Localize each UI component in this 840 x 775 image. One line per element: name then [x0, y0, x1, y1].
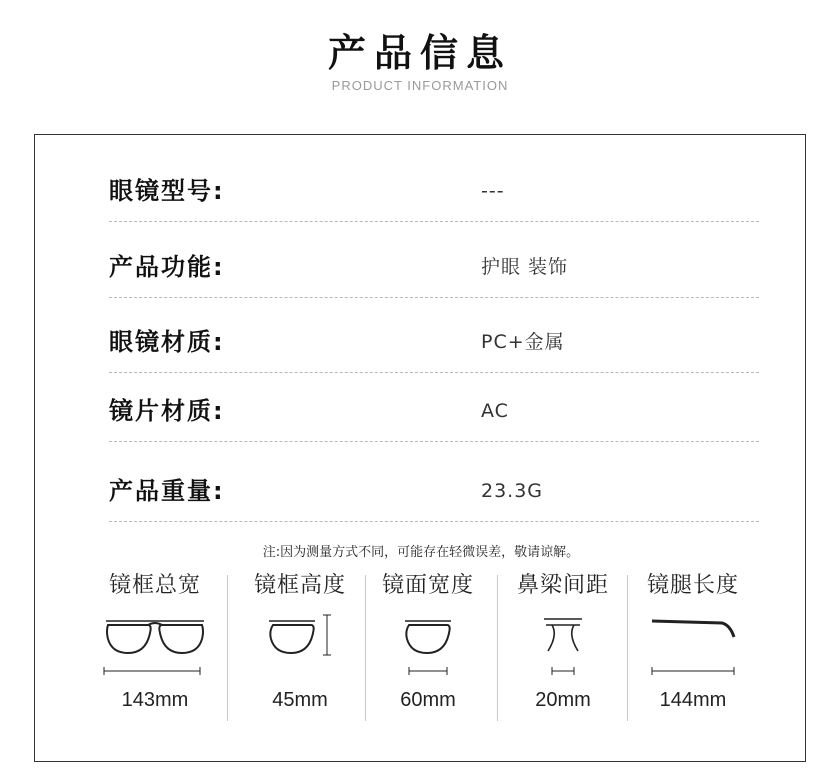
dimension-value: 45mm	[272, 689, 328, 711]
dimension-value: 144mm	[659, 689, 727, 711]
dimension-strip	[35, 571, 807, 721]
frame-height-icon	[245, 611, 355, 681]
measurement-note: 注:因为测量方式不同，可能存在轻微误差，敬请谅解。	[262, 545, 580, 560]
dimension-label: 鼻梁间距	[516, 573, 609, 598]
divider	[227, 575, 228, 721]
spec-label: 镜片材质:	[109, 397, 225, 425]
spec-label: 眼镜材质:	[109, 328, 225, 356]
divider	[497, 575, 498, 721]
frame-total-width-icon	[100, 611, 210, 681]
spec-label: 产品重量:	[109, 477, 225, 505]
dimension-lens-width	[363, 571, 493, 721]
dimension-label: 镜框高度	[253, 573, 346, 598]
dimension-frame-height	[235, 571, 365, 721]
spec-value: AC	[481, 400, 509, 422]
spec-value: ---	[481, 180, 505, 202]
dimension-label: 镜腿长度	[646, 573, 739, 598]
lens-width-icon	[373, 611, 483, 681]
dimension-bridge-width	[498, 571, 628, 721]
info-panel	[34, 134, 806, 762]
spec-row-frame-material	[109, 312, 759, 373]
dimension-frame-total-width	[90, 571, 220, 721]
page-title: 产品信息	[327, 31, 512, 75]
dimension-temple-length	[628, 571, 758, 721]
dimension-label: 镜面宽度	[381, 573, 474, 598]
spec-label: 眼镜型号:	[109, 177, 225, 205]
spec-row-function	[109, 237, 759, 298]
spec-value: PC+金属	[481, 331, 565, 353]
temple-length-icon	[638, 611, 748, 681]
spec-row-lens-material	[109, 381, 759, 442]
spec-row-model	[109, 161, 759, 222]
spec-label: 产品功能:	[109, 253, 225, 281]
spec-row-weight	[109, 461, 759, 522]
dimension-label: 镜框总宽	[108, 573, 201, 598]
dimension-value: 20mm	[535, 689, 591, 711]
bridge-width-icon	[508, 611, 618, 681]
dimension-value: 143mm	[121, 689, 189, 711]
dimension-value: 60mm	[400, 689, 456, 711]
page-subtitle: PRODUCT INFORMATION	[331, 78, 509, 93]
spec-value: 23.3G	[481, 480, 544, 502]
divider	[627, 575, 628, 721]
divider	[365, 575, 366, 721]
spec-value: 护眼 装饰	[481, 256, 569, 278]
